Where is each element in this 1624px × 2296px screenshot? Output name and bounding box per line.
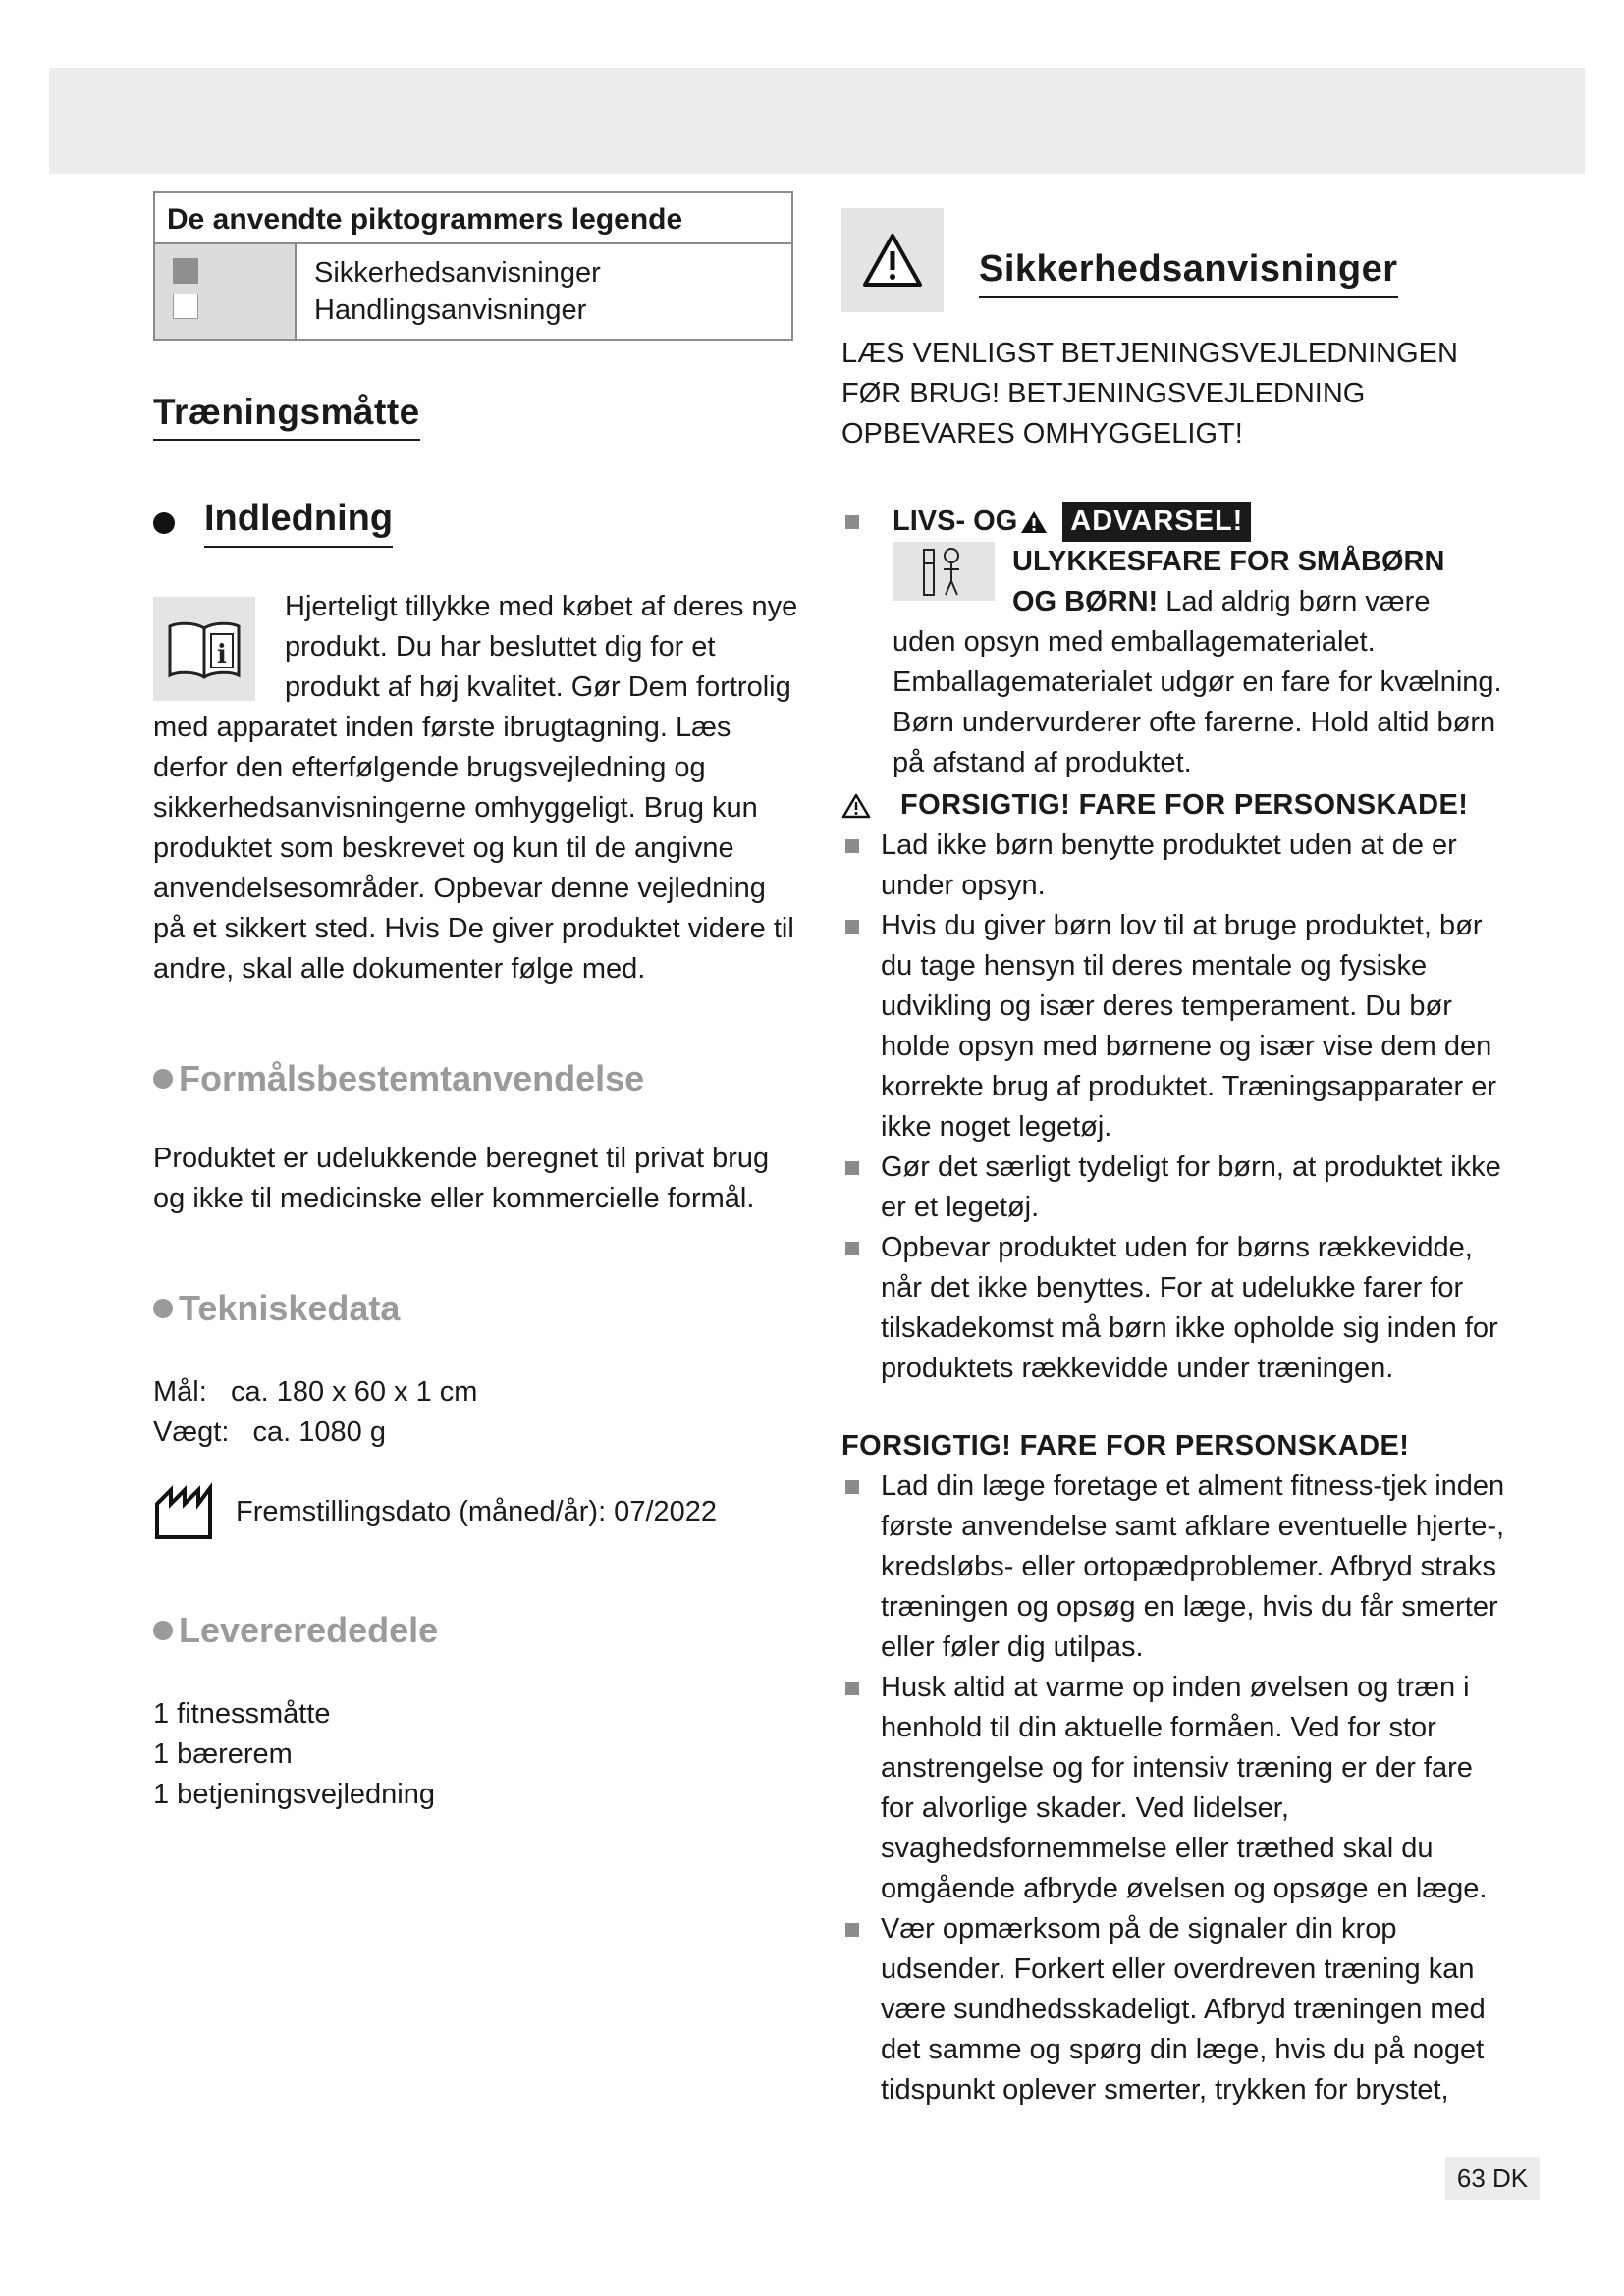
bullet-dot-icon (153, 1299, 173, 1318)
header-bar (49, 68, 1585, 174)
warning-triangle-icon (841, 208, 944, 312)
caution-heading-1: FORSIGTIG! FARE FOR PERSONSKADE! (841, 789, 1509, 822)
pictogram-legend (153, 191, 793, 341)
child-warning-prefix: LIVS- OG (893, 506, 1018, 537)
manufacture-date: Fremstillingsdato (måned/år): 07/2022 (236, 1495, 718, 1527)
list-item: Vær opmærksom på de signaler din krop udsender. Forkert eller overdreven træning kan være sundhedsskadeligt. Afbryd træningen med det samme og spørg din læge, hvis du på noget tidspunkt oplever smerter, trykken for brystet, (841, 1909, 1509, 2110)
dimensions: Mål: ca. 180 x 60 x 1 cm (153, 1376, 478, 1408)
legend-row-action: Handlingsanvisninger (314, 294, 587, 326)
list-item: Husk altid at varme op inden øvelsen og træn i henhold til din aktuelle formåen. Ved for stor anstrengelse og for intensiv træning er der fare for alvorlige skader. Ved lidelser, svaghedsfornemmelse eller træthed skal du omgående afbryde øvelsen og opsøge en læge. (841, 1668, 1509, 1909)
page-number: 63 DK (1445, 2157, 1540, 2200)
read-manual-notice: LÆS VENLIGST BETJENINGSVEJLEDNINGEN FØR BRUG! BETJENINGSVEJLEDNING OPBEVARES OMHYGGELIGT! (841, 338, 1458, 450)
bullet-dot-icon (153, 512, 175, 534)
empty-square-icon (173, 294, 198, 319)
bullet-dot-icon (153, 1069, 173, 1089)
intro-paragraph: Hjerteligt tillykke med købet af deres nye produkt. Du har besluttet dig for et produkt af høj kvalitet. Gør Dem fortrolig med apparatet inden første ibrugtagning. Læs derfor den efterfølgende brugsvejledning og sikkerhedsanvisningerne omhyggeligt. Brug kun produktet som beskrevet og kun til de angivne anvendelsesområder. Opbevar denne vejledning på et sikkert sted. Hvis De giver produktet videre til andre, skal alle dokumenter følge med. (153, 591, 798, 985)
legend-icons (155, 244, 297, 339)
document-title: Træningsmåtte (153, 392, 420, 441)
list-item: 1 bærerem (153, 1738, 293, 1770)
list-item: Lad din læge foretage et alment fitness-tjek inden første anvendelse samt afklare eventuelle hjerte-, kredsløbs- eller ortopædproblemer. Afbryd straks træningen og opsøg en læge, hvis du får smerter eller føler dig utilpas. (841, 1467, 1509, 1668)
list-item: Opbevar produktet uden for børns rækkevidde, når det ikke benyttes. For at udelukke farer for tilskadekomst må børn ikke opholde sig inden for produktets rækkevidde under træningen. (841, 1228, 1509, 1389)
list-item: Hvis du giver børn lov til at bruge produktet, bør du tage hensyn til deres mentale og fysiske udvikling og især deres temperament. Du bør holde opsyn med børnene og især vise dem den korrekte brug af produktet. Træningsapparater er ikke noget legetøj. (841, 906, 1509, 1148)
list-item: Lad ikke børn benytte produktet uden at de er under opsyn. (841, 826, 1509, 906)
bullet-dot-icon (153, 1621, 173, 1640)
purpose-heading: Formålsbestemtanvendelse (153, 1058, 801, 1099)
filled-square-icon (173, 258, 198, 284)
purpose-paragraph: Produktet er udelukkende beregnet til privat brug og ikke til medicinske eller kommercielle formål. (153, 1143, 770, 1214)
safety-list-1 (841, 826, 1509, 1389)
safety-list-2 (841, 1467, 1509, 2110)
weight: Vægt: ca. 1080 g (153, 1416, 386, 1448)
child-warning-heading1: ULYKKESFARE FOR SMÅBØRN (1012, 546, 1445, 577)
child-warning-text-inline: Lad aldrig børn være (1165, 586, 1431, 617)
delivery-heading: Levererededele (153, 1610, 801, 1651)
warning-badge: ADVARSEL! (1062, 502, 1251, 542)
safety-title: Sikkerhedsanvisninger (979, 248, 1398, 298)
tech-heading: Tekniskedata (153, 1288, 801, 1329)
legend-title: De anvendte piktogrammers legende (155, 193, 791, 244)
child-warning-heading2: OG BØRN! (1012, 586, 1159, 617)
child-warning-text: uden opsyn med emballagematerialet. Emballagematerialet udgør en fare for kvælning. Børn undervurderer ofte farerne. Hold altid børn på afstand af produktet. (893, 626, 1502, 778)
factory-icon (153, 1482, 230, 1541)
right-column (841, 208, 1509, 2110)
warning-triangle-icon (1019, 509, 1049, 535)
caution-heading-2: FORSIGTIG! FARE FOR PERSONSKADE! (841, 1430, 1410, 1462)
child-warning (841, 502, 1509, 783)
left-column (153, 191, 801, 1815)
svg-text:i: i (217, 640, 227, 669)
info-book-icon (153, 597, 255, 701)
list-item: 1 betjeningsvejledning (153, 1779, 435, 1810)
child-pictogram-icon (893, 542, 995, 601)
legend-row-safety: Sikkerhedsanvisninger (314, 257, 601, 289)
list-item: 1 fitnessmåtte (153, 1698, 331, 1730)
intro-heading: Indledning (153, 498, 801, 548)
list-item: Gør det særligt tydeligt for børn, at produktet ikke er et legetøj. (841, 1148, 1509, 1228)
warning-triangle-icon (841, 793, 871, 819)
